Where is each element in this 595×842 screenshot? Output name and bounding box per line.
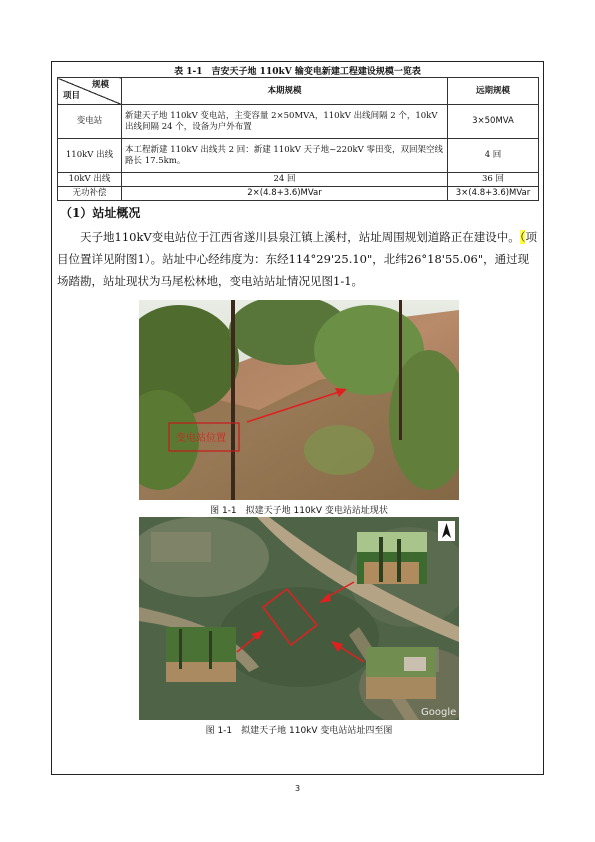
row-future: 4 回 (448, 139, 539, 173)
header-scale-label: 规模 (91, 80, 109, 90)
row-item: 变电站 (58, 105, 122, 139)
figure-caption: 图 1-1 拟建天子地 110kV 变电站站址四至图 (205, 726, 393, 736)
construction-scale-table (57, 77, 539, 201)
map-watermark: Google (421, 707, 457, 718)
row-future: 36 回 (448, 173, 539, 187)
row-current: 2×(4.8+3.6)MVar (122, 187, 448, 201)
row-item: 无功补偿 (58, 187, 122, 201)
photo-location-label: 变电站位置 (176, 433, 226, 444)
header-item-label: 项目 (63, 91, 81, 101)
row-future: 3×50MVA (448, 105, 539, 139)
row-current: 新建天子地 110kV 变电站，主变容量 2×50MVA，110kV 出线间隔 2 个，10kV 出线间隔 24 个，设备为户外布置 (122, 105, 448, 139)
table-row (58, 187, 539, 201)
page-number: 3 (294, 784, 301, 793)
site-photo (139, 300, 459, 500)
table-row (58, 173, 539, 187)
row-future: 3×(4.8+3.6)MVar (448, 187, 539, 201)
site-map (139, 517, 459, 720)
table-header-row (58, 78, 539, 105)
highlighted-text: （ (519, 230, 526, 244)
table-caption: 表 1-1 吉安天子地 110kV 输变电新建工程建设规模一览表 (174, 67, 421, 77)
row-current: 本工程新建 110kV 出线共 2 回：新建 110kV 天子地~220kV 零田变，双回架空线路长 17.5km。 (122, 139, 448, 173)
header-current-scale: 本期规模 (122, 78, 448, 105)
paragraph-text: 项目位置详见附图1）。站址中心经纬度为：东经114°29'25.10"，北纬26°18'55.06"，通过现场踏勘，站址现状为马尾松林地，变电站站址情况见图1-1。 (57, 230, 537, 288)
section-title: （1）站址概况 (60, 206, 141, 220)
header-future-scale: 远期规模 (448, 78, 539, 105)
diagonal-header-cell (58, 78, 122, 105)
paragraph-text: 天子地110kV变电站位于江西省遂川县泉江镇上溪村，站址周围规划道路正在建设中。 (80, 230, 520, 244)
row-current: 24 回 (122, 173, 448, 187)
row-item: 110kV 出线 (58, 139, 122, 173)
table-row (58, 105, 539, 139)
table-row (58, 139, 539, 173)
row-item: 10kV 出线 (58, 173, 122, 187)
site-description-paragraph (57, 226, 540, 292)
figure-caption: 图 1-1 拟建天子地 110kV 变电站站址现状 (210, 506, 388, 516)
